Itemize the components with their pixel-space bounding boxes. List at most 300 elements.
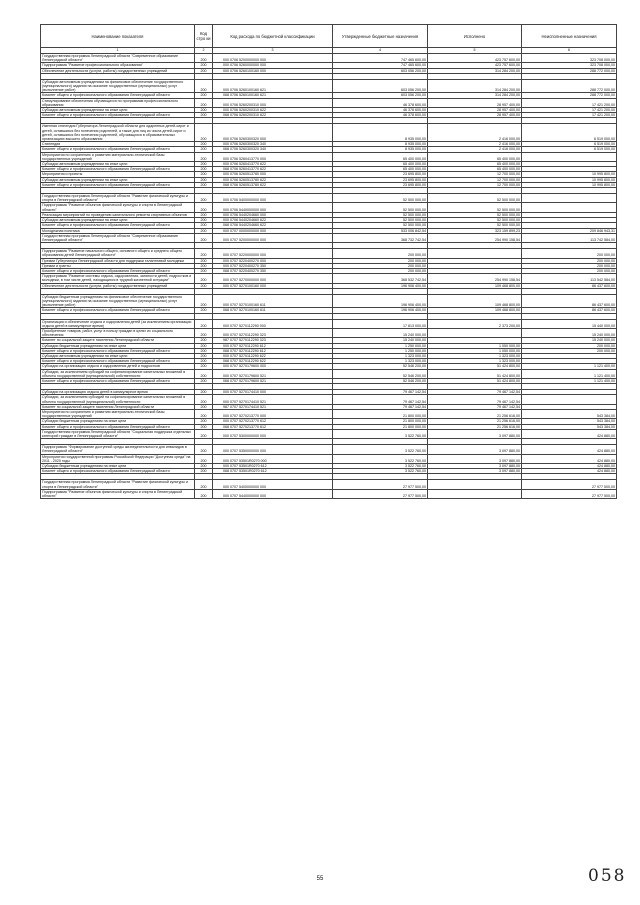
remaining-amount-cell: 86 437 600,00 [522,283,617,288]
indicator-name-cell: Комитет общего и профессионального образования Ленинградской области [41,348,195,353]
approved-amount-cell: 3 522 760,00 [333,429,428,438]
approved-amount-cell: 200 000,00 [333,249,428,258]
indicator-name-cell: Субсидии автономным учреждениям на иные цели [41,218,195,223]
remaining-amount-cell: 17 421 200,00 [522,113,617,118]
line-code-cell: 200 [195,68,213,73]
remaining-amount-cell: 323 708 000,00 [522,54,617,63]
indicator-name-cell: Субсидии бюджетным учреждениям на иные цели [41,464,195,469]
budget-code-cell: 000 0706 5440204660 622 [213,218,333,223]
line-code-cell: 200 [195,359,213,364]
indicator-name-cell: Субсидии, за исключением субсидий на софинансирование капитальных вложений в объекты государственной (муниципальной) собственности [41,395,195,404]
remaining-amount-cell: 424 880,00 [522,469,617,474]
executed-amount-cell: 52 500 000,00 [428,218,522,223]
line-code-cell: 200 [195,108,213,113]
executed-amount-cell: 3 097 880,00 [428,464,522,469]
line-code-cell: 200 [195,328,213,337]
indicator-name-cell: Подпрограмма "Развитие системы отдыха, оздоровления, занятости детей, подростков и молодежи, в том числе детей, находящихся в трудной жизненной ситуации" [41,274,195,283]
column-number: 1 [41,48,195,54]
budget-code-cell: 000 0707 5270112290 000 [213,319,333,328]
approved-amount-cell: 196 906 400,00 [333,308,428,313]
approved-amount-cell: 368 732 742,54 [333,233,428,242]
budget-code-cell: 000 0707 5270100160 000 [213,283,333,288]
approved-amount-cell: 196 906 400,00 [333,283,428,288]
budget-execution-table [40,24,617,499]
line-code-cell: 200 [195,404,213,409]
table-row [41,233,617,242]
indicator-name-cell: Субсидии на организацию отдыха и оздоровления детей и подростков [41,364,195,369]
executed-amount-cell: 3 097 880,00 [428,445,522,454]
remaining-amount-cell: 288 772 000,00 [522,79,617,93]
approved-amount-cell: 200 000,00 [333,268,428,273]
remaining-amount-cell: 424 880,00 [522,454,617,463]
executed-amount-cell: 21 256 616,00 [428,419,522,424]
approved-amount-cell: 747 465 600,00 [333,54,428,63]
line-code-cell: 200 [195,203,213,212]
indicator-name-cell: Комитет по социальной защите населения Ленинградской области [41,404,195,409]
approved-amount-cell: 200 000,00 [333,263,428,268]
executed-amount-cell: 2 373 200,00 [428,319,522,328]
executed-amount-cell: 2 416 000,00 [428,142,522,147]
remaining-amount-cell: 200 000,00 [522,268,617,273]
executed-amount-cell: 314 284 200,00 [428,68,522,73]
table-row [41,395,617,404]
approved-amount-cell: 52 500 000,00 [333,194,428,203]
indicator-name-cell: Комитет общего и профессионального образования Ленинградской области [41,113,195,118]
budget-code-cell: 068 0706 5260513780 622 [213,182,333,187]
approved-amount-cell: 3 522 760,00 [333,469,428,474]
remaining-amount-cell: 543 384,00 [522,424,617,429]
executed-amount-cell: 423 757 600,00 [428,63,522,68]
budget-code-cell: 000 0707 5220400270 350 [213,263,333,268]
executed-amount-cell: 3 097 880,00 [428,429,522,438]
executed-amount-cell: 51 424 800,00 [428,378,522,383]
executed-amount-cell [428,480,522,489]
executed-amount-cell: 254 990 158,54 [428,274,522,283]
remaining-amount-cell: 200 000,00 [522,263,617,268]
line-code-cell: 200 [195,194,213,203]
line-code-cell: 200 [195,390,213,395]
budget-code-cell: 000 0707 5220000000 000 [213,249,333,258]
budget-code-cell: 987 0707 5270112290 323 [213,338,333,343]
executed-amount-cell: 109 468 800,00 [428,283,522,288]
budget-code-cell: 000 0706 5400000000 000 [213,194,333,203]
line-code-cell: 200 [195,177,213,182]
line-code-cell: 200 [195,369,213,378]
budget-code-cell: 987 0707 5270174410 521 [213,404,333,409]
remaining-amount-cell: 200 000,00 [522,348,617,353]
executed-amount-cell: 1 323 000,00 [428,359,522,364]
approved-amount-cell: 747 465 600,00 [333,63,428,68]
indicator-name-cell: Субсидии автономным учреждениям на финансовое обеспечение государственного (муниципального) задания на оказание государственных (муниципальных) услуг (выполнение работ) [41,79,195,93]
executed-amount-cell: 28 957 400,00 [428,113,522,118]
executed-amount-cell: 3 097 880,00 [428,469,522,474]
line-code-cell: 200 [195,338,213,343]
header-indicator-name: Наименование показателя [41,25,195,48]
indicator-name-cell: Государственная программа Ленинградской области "Социальная поддержка отдельных категорий граждан в Ленинградской области" [41,429,195,438]
budget-code-cell: 000 0706 5200000000 000 [213,54,333,63]
executed-amount-cell: 314 284 200,00 [428,79,522,93]
approved-amount-cell: 603 056 200,00 [333,68,428,73]
line-code-cell: 200 [195,480,213,489]
indicator-name-cell: Подпрограмма "Формирование доступной среды жизнедеятельности для инвалидов в Ленинградской области" [41,445,195,454]
line-code-cell: 200 [195,395,213,404]
budget-code-cell: 000 0707 5270213770 000 [213,410,333,419]
remaining-amount-cell: 543 384,00 [522,410,617,419]
budget-code-cell: 000 0707 53501R0270 000 [213,454,333,463]
budget-code-cell: 000 0706 5260300320 000 [213,124,333,142]
line-code-cell: 200 [195,233,213,242]
indicator-name-cell: Стипендии [41,142,195,147]
indicator-name-cell: Молодежная политика [41,228,195,233]
approved-amount-cell: 46 378 600,00 [333,108,428,113]
remaining-amount-cell: 10 995 800,00 [522,182,617,187]
executed-amount-cell: 109 468 800,00 [428,294,522,308]
indicator-name-cell: Комитет общего и профессионального образования Ленинградской области [41,223,195,228]
approved-amount-cell: 8 935 000,00 [333,147,428,152]
header-budget-code: Код расхода по бюджетной классификации [213,25,333,48]
line-code-cell: 200 [195,218,213,223]
header-remaining: Неисполненные назначения [522,25,617,48]
indicator-name-cell: Комитет по социальной защите населения Ленинградской области [41,338,195,343]
indicator-name-cell: Субсидии автономным учреждениям на иные цели [41,162,195,167]
executed-amount-cell: 12 700 000,00 [428,172,522,177]
executed-amount-cell: 51 424 800,00 [428,369,522,378]
budget-code-cell: 068 0706 5260200310 622 [213,113,333,118]
line-code-cell: 200 [195,454,213,463]
indicator-name-cell: Комитет общего и профессионального образования Ленинградской области [41,167,195,172]
page-number: 55 [316,876,324,882]
table-row [41,152,617,161]
indicator-name-cell: Обеспечение деятельности (услуги, работы) государственных учреждений [41,283,195,288]
indicator-name-cell: Субсидии на организацию отдыха детей в каникулярное время [41,390,195,395]
indicator-name-cell: Субсидии бюджетным учреждениям на финансовое обеспечение государственного (муниципального) задания на оказание государственных (муниципальных) услуг (выполнение работ) [41,294,195,308]
budget-code-cell: 068 0706 5260413770 622 [213,167,333,172]
approved-amount-cell: 15 240 000,00 [333,338,428,343]
budget-code-cell: 068 0707 5270213770 612 [213,424,333,429]
indicator-name-cell: Реализация мероприятий по проведению капитального ремонта спортивных объектов [41,212,195,217]
remaining-amount-cell: 200 000,00 [522,249,617,258]
remaining-amount-cell: 27 977 500,00 [522,480,617,489]
approved-amount-cell: 23 695 800,00 [333,177,428,182]
remaining-amount-cell: 1 121 400,00 [522,364,617,369]
executed-amount-cell: 2 416 000,00 [428,147,522,152]
indicator-name-cell: Обеспечение деятельности (услуги, работы) государственных учреждений [41,68,195,73]
remaining-amount-cell: 10 995 800,00 [522,177,617,182]
budget-code-cell: 000 0707 5270213770 612 [213,419,333,424]
budget-code-cell: 000 0707 5270174410 521 [213,395,333,404]
executed-amount-cell: 79 467 142,54 [428,390,522,395]
budget-code-cell: 068 0706 5440204660 622 [213,223,333,228]
table-row [41,79,617,93]
executed-amount-cell: 12 700 000,00 [428,182,522,187]
page-stamp-number: 058 [588,866,627,886]
line-code-cell: 200 [195,172,213,177]
column-number: 5 [428,48,522,54]
remaining-amount-cell: 288 772 000,00 [522,93,617,98]
remaining-amount-cell: 27 977 500,00 [522,489,617,498]
table-row [41,454,617,463]
table-row [41,489,617,498]
remaining-amount-cell: 288 772 000,00 [522,68,617,73]
budget-code-cell: 000 0706 5260200310 000 [213,98,333,107]
approved-amount-cell: 1 323 000,00 [333,353,428,358]
executed-amount-cell: 52 500 000,00 [428,194,522,203]
executed-amount-cell: 28 957 400,00 [428,98,522,107]
approved-amount-cell: 23 695 800,00 [333,182,428,187]
executed-amount-cell [428,249,522,258]
remaining-amount-cell: 17 421 200,00 [522,98,617,107]
header-line-code: Код стро ки [195,25,213,48]
budget-code-cell: 000 0707 5270112290 622 [213,353,333,358]
table-row [41,203,617,212]
indicator-name-cell: Мероприятия государственной программы Российской Федерации "Доступная среда" на 2011 - 2020 годы [41,454,195,463]
budget-code-cell: 068 0707 5270112290 612 [213,348,333,353]
remaining-amount-cell: 113 742 584,00 [522,233,617,242]
approved-amount-cell: 52 500 000,00 [333,203,428,212]
budget-code-cell: 000 0706 5440204660 000 [213,212,333,217]
executed-amount-cell: 314 284 200,00 [428,93,522,98]
approved-amount-cell: 368 532 742,54 [333,274,428,283]
line-code-cell: 200 [195,419,213,424]
approved-amount-cell: 603 056 200,00 [333,93,428,98]
table-row [41,294,617,308]
indicator-name-cell: Комитет общего и профессионального образования Ленинградской области [41,182,195,187]
table-row [41,274,617,283]
line-code-cell: 200 [195,167,213,172]
budget-code-cell: 000 0707 5270000000 000 [213,274,333,283]
approved-amount-cell: 52 500 000,00 [333,212,428,217]
indicator-name-cell: Комитет общего и профессионального образования Ленинградской области [41,147,195,152]
table-row [41,124,617,142]
line-code-cell: 200 [195,378,213,383]
budget-code-cell: 000 0707 5270174410 000 [213,390,333,395]
approved-amount-cell: 52 546 200,00 [333,378,428,383]
indicator-name-cell: Субсидии автономным учреждениям на иные цели [41,108,195,113]
approved-amount-cell: 200 000,00 [333,258,428,263]
executed-amount-cell: 52 500 000,00 [428,223,522,228]
line-code-cell: 200 [195,429,213,438]
line-code-cell: 200 [195,263,213,268]
table-row [41,429,617,438]
approved-amount-cell: 1 323 000,00 [333,359,428,364]
executed-amount-cell [428,328,522,337]
budget-code-cell: 000 0706 5260200310 622 [213,108,333,113]
executed-amount-cell: 1 323 000,00 [428,353,522,358]
indicator-name-cell: Комитет общего и профессионального образования Ленинградской области [41,93,195,98]
line-code-cell: 200 [195,249,213,258]
line-code-cell: 200 [195,308,213,313]
remaining-amount-cell [522,395,617,404]
line-code-cell: 200 [195,343,213,348]
budget-code-cell: 068 0707 5220400270 350 [213,268,333,273]
budget-code-cell: 000 0706 5260100160 621 [213,79,333,93]
remaining-amount-cell: 1 121 400,00 [522,378,617,383]
remaining-amount-cell: 15 240 000,00 [522,328,617,337]
executed-amount-cell: 65 400 000,00 [428,167,522,172]
executed-amount-cell: 51 424 800,00 [428,364,522,369]
line-code-cell: 200 [195,464,213,469]
column-number: 2 [195,48,213,54]
table-row [41,328,617,337]
executed-amount-cell: 323 159 899,23 [428,228,522,233]
approved-amount-cell: 17 813 000,00 [333,319,428,328]
remaining-amount-cell: 6 519 000,00 [522,142,617,147]
table-row [41,445,617,454]
remaining-amount-cell [522,194,617,203]
line-code-cell: 200 [195,410,213,419]
table-row [41,319,617,328]
indicator-name-cell: Комитет общего и профессионального образования Ленинградской области [41,469,195,474]
line-code-cell: 200 [195,228,213,233]
line-code-cell: 200 [195,98,213,107]
line-code-cell: 200 [195,445,213,454]
remaining-amount-cell: 543 384,00 [522,419,617,424]
table-row [41,54,617,63]
approved-amount-cell: 79 467 142,54 [333,390,428,395]
indicator-name-cell: Именная стипендия Губернатора Ленинградской области для одаренных детей-сирот и детей, оставшихся без попечения родителей, а также для лиц из числа детей-сирот и детей, оставшихся без попечения родителей, обучающихся в образовательных организациях высшего образования [41,124,195,142]
table-row [41,249,617,258]
approved-amount-cell: 52 546 200,00 [333,369,428,378]
approved-amount-cell: 65 400 000,00 [333,167,428,172]
line-code-cell: 200 [195,348,213,353]
budget-code-cell: 068 0706 5260100160 621 [213,93,333,98]
line-code-cell: 200 [195,258,213,263]
approved-amount-cell: 46 378 600,00 [333,98,428,107]
budget-code-cell: 000 0707 5270179600 000 [213,364,333,369]
remaining-amount-cell: 113 542 584,00 [522,274,617,283]
line-code-cell: 200 [195,364,213,369]
approved-amount-cell: 79 467 142,54 [333,404,428,409]
indicator-name-cell: Подпрограмма "Развитие объектов физической культуры и спорта в Ленинградской области" [41,489,195,498]
executed-amount-cell: 254 990 158,54 [428,233,522,242]
report-page [40,24,616,499]
indicator-name-cell: Стимулирование обеспечения обучающихся по программам профессионального образования [41,98,195,107]
budget-code-cell: 000 0707 5270100160 611 [213,294,333,308]
budget-code-cell: 068 0707 5270112290 622 [213,359,333,364]
executed-amount-cell [428,489,522,498]
approved-amount-cell: 79 467 142,54 [333,395,428,404]
line-code-cell: 200 [195,274,213,283]
executed-amount-cell: 28 957 400,00 [428,108,522,113]
remaining-amount-cell: 200 000,00 [522,258,617,263]
indicator-name-cell: Подпрограмма "Развитие объектов физической культуры и спорта в Ленинградской области" [41,203,195,212]
table-row [41,98,617,107]
line-code-cell: 200 [195,54,213,63]
line-code-cell: 200 [195,353,213,358]
column-number: 6 [522,48,617,54]
table-row [41,194,617,203]
column-number: 3 [213,48,333,54]
line-code-cell: 200 [195,162,213,167]
line-code-cell: 200 [195,152,213,161]
indicator-name-cell: Мероприятия и проекты [41,172,195,177]
executed-amount-cell: 65 400 000,00 [428,152,522,161]
approved-amount-cell: 3 522 760,00 [333,454,428,463]
indicator-name-cell: Субсидии бюджетным учреждениям на иные цели [41,419,195,424]
approved-amount-cell: 21 800 000,00 [333,410,428,419]
line-code-cell: 200 [195,182,213,187]
column-number: 4 [333,48,428,54]
approved-amount-cell: 65 400 000,00 [333,152,428,161]
remaining-amount-cell: 209 846 943,31 [522,228,617,233]
executed-amount-cell: 79 467 142,54 [428,395,522,404]
executed-amount-cell: 109 468 800,00 [428,308,522,313]
budget-code-cell: 068 0706 5260300320 340 [213,147,333,152]
executed-amount-cell: 52 500 000,00 [428,212,522,217]
budget-code-cell: 000 0706 5260300320 340 [213,142,333,147]
indicator-name-cell: Организация и обеспечение отдыха и оздоровления детей (за исключением организации отдыха детей в каникулярное время) [41,319,195,328]
line-code-cell: 200 [195,469,213,474]
budget-code-cell: 000 0707 5270179600 521 [213,369,333,378]
executed-amount-cell: 65 400 000,00 [428,162,522,167]
indicator-name-cell: Мероприятия по сохранению и развитию материально-технической базы государственных учреждений [41,152,195,161]
indicator-name-cell: Приобретение товаров, работ, услуг в пользу граждан в целях их социального обеспечения [41,328,195,337]
approved-amount-cell: 15 240 000,00 [333,328,428,337]
approved-amount-cell: 52 546 200,00 [333,364,428,369]
executed-amount-cell: 3 097 880,00 [428,454,522,463]
budget-code-cell: 000 0707 5270112290 323 [213,328,333,337]
approved-amount-cell: 603 056 200,00 [333,79,428,93]
line-code-cell: 200 [195,294,213,308]
remaining-amount-cell: 86 437 600,00 [522,308,617,313]
budget-code-cell: 000 0706 5260413770 622 [213,162,333,167]
budget-code-cell: 000 0707 5270112290 612 [213,343,333,348]
executed-amount-cell: 2 416 000,00 [428,124,522,142]
budget-code-cell: 000 0706 5260413770 000 [213,152,333,161]
header-executed: Исполнено [428,25,522,48]
line-code-cell: 200 [195,113,213,118]
line-code-cell: 200 [195,93,213,98]
remaining-amount-cell: 200 000,00 [522,343,617,348]
line-code-cell: 200 [195,147,213,152]
remaining-amount-cell: 86 437 600,00 [522,294,617,308]
approved-amount-cell: 533 006 842,54 [333,228,428,233]
executed-amount-cell: 52 500 000,00 [428,203,522,212]
budget-code-cell: 000 0707 5220400270 000 [213,258,333,263]
approved-amount-cell: 27 977 500,00 [333,480,428,489]
executed-amount-cell: 79 467 142,54 [428,404,522,409]
approved-amount-cell: 23 695 800,00 [333,172,428,177]
executed-amount-cell: 12 700 000,00 [428,177,522,182]
remaining-amount-cell: 1 121 400,00 [522,369,617,378]
remaining-amount-cell: 17 421 200,00 [522,108,617,113]
approved-amount-cell: 52 500 000,00 [333,223,428,228]
line-code-cell: 200 [195,63,213,68]
table-body [41,54,617,499]
budget-code-cell: 000 0707 5400000000 000 [213,480,333,489]
line-code-cell: 200 [195,142,213,147]
table-row [41,369,617,378]
approved-amount-cell: 8 935 000,00 [333,124,428,142]
indicator-name-cell: Премии и гранты [41,263,195,268]
executed-amount-cell: 423 757 600,00 [428,54,522,63]
indicator-name-cell: Субсидии автономным учреждениям на иные цели [41,353,195,358]
indicator-name-cell: Субсидии, за исключением субсидий на софинансирование капитальных вложений в объекты государственной (муниципальной) собственности [41,369,195,378]
budget-code-cell: 000 0706 5440000000 000 [213,203,333,212]
approved-amount-cell: 46 378 600,00 [333,113,428,118]
approved-amount-cell: 3 522 760,00 [333,445,428,454]
indicator-name-cell: Комитет общего и профессионального образования Ленинградской области [41,424,195,429]
budget-code-cell: 000 0707 5440000000 000 [213,489,333,498]
executed-amount-cell: 21 256 616,00 [428,424,522,429]
indicator-name-cell: Комитет общего и профессионального образования Ленинградской области [41,359,195,364]
line-code-cell: 200 [195,212,213,217]
approved-amount-cell: 21 800 000,00 [333,424,428,429]
approved-amount-cell: 1 250 000,00 [333,343,428,348]
line-code-cell: 200 [195,268,213,273]
indicator-name-cell: Субсидии бюджетным учреждениям на иные цели [41,343,195,348]
remaining-amount-cell: 6 519 000,00 [522,124,617,142]
